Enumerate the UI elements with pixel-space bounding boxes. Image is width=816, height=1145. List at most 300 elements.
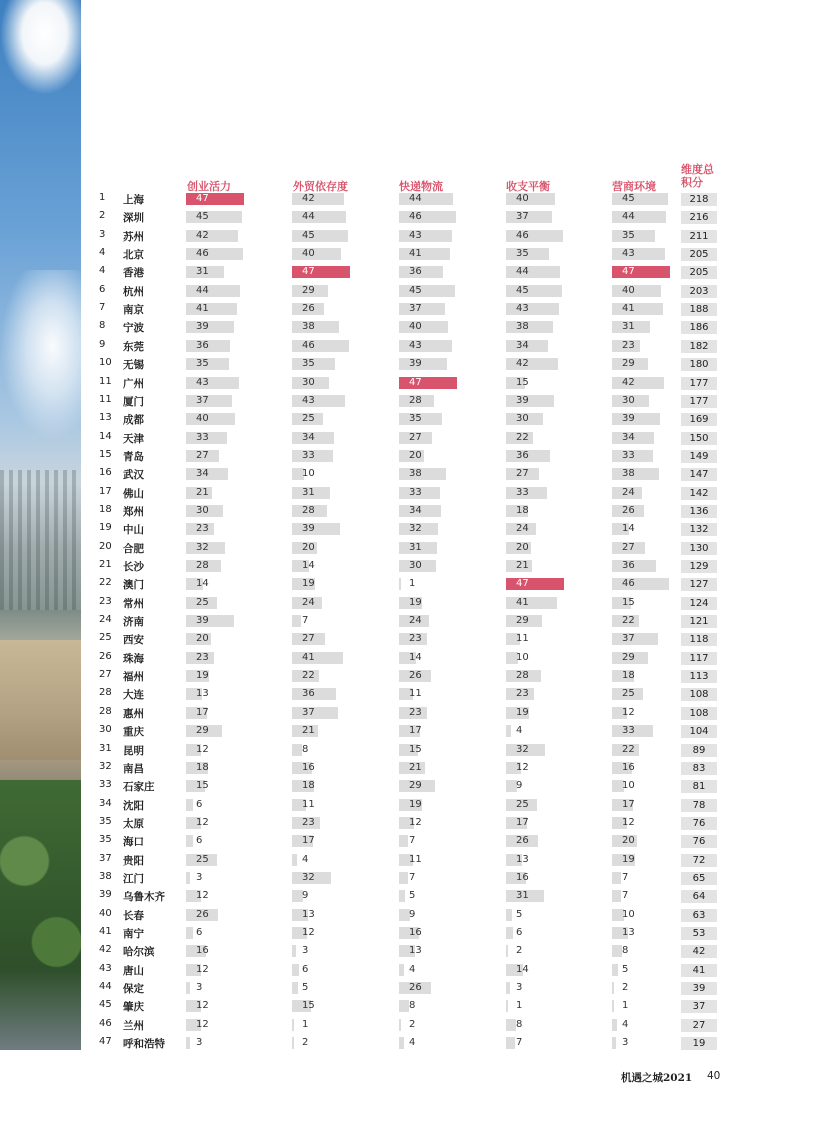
rank-label: 1 [99, 192, 106, 203]
total-score-label: 65 [692, 872, 706, 884]
rank-label: 19 [99, 522, 112, 534]
city-name: 无锡 [123, 359, 144, 372]
score-label: 44 [409, 193, 422, 204]
score-label: 34 [302, 431, 315, 443]
total-score-label: 37 [692, 1001, 706, 1013]
score-label: 34 [622, 431, 635, 443]
rank-label: 22 [99, 577, 112, 589]
score-label: 41 [622, 303, 635, 315]
score-bar [186, 982, 190, 994]
rank-label: 39 [99, 889, 112, 901]
score-label: 18 [302, 780, 315, 792]
total-score-label: 53 [692, 928, 706, 939]
score-label: 40 [409, 321, 422, 333]
city-name: 西安 [123, 634, 144, 647]
table-row [0, 704, 816, 722]
score-label: 23 [409, 633, 422, 645]
score-label: 5 [516, 908, 523, 920]
score-label: 18 [516, 504, 529, 516]
total-score-label: 216 [689, 212, 709, 224]
score-bar [506, 285, 562, 297]
total-score-label: 205 [689, 249, 709, 261]
city-name: 太原 [123, 817, 144, 830]
score-label: 9 [409, 908, 416, 920]
score-label: 11 [409, 853, 422, 865]
score-bar [612, 1019, 617, 1031]
score-label: 1 [622, 1000, 629, 1012]
score-label: 5 [622, 963, 629, 975]
city-name: 长春 [123, 909, 144, 922]
score-label: 33 [302, 449, 315, 461]
total-score-label: 104 [689, 726, 709, 738]
score-label: 24 [516, 523, 529, 535]
score-bar [399, 248, 450, 260]
score-label: 16 [302, 761, 315, 773]
rank-label: 35 [99, 815, 112, 827]
score-label: 42 [196, 229, 209, 241]
total-score-label: 76 [692, 836, 706, 848]
score-label: 43 [196, 376, 209, 388]
score-bar [186, 377, 239, 389]
score-label: 5 [302, 982, 309, 994]
score-label: 44 [516, 266, 529, 278]
score-label: 23 [622, 339, 635, 351]
score-label: 47 [622, 266, 635, 278]
score-label: 21 [302, 725, 315, 737]
score-label: 27 [516, 468, 529, 480]
score-bar [506, 982, 510, 994]
total-score-label: 108 [689, 689, 709, 701]
score-label: 13 [622, 927, 635, 938]
score-label: 25 [196, 853, 209, 865]
score-label: 26 [302, 303, 315, 315]
score-label: 21 [516, 560, 529, 571]
score-label: 23 [409, 706, 422, 718]
score-bar [612, 890, 621, 902]
score-label: 20 [302, 541, 315, 553]
score-label: 26 [196, 908, 209, 920]
city-name: 宁波 [123, 322, 144, 335]
score-bar [399, 193, 453, 205]
city-name: 贵阳 [123, 854, 144, 867]
city-name: 石家庄 [123, 781, 155, 794]
score-bar [292, 266, 350, 278]
score-label: 13 [302, 908, 315, 920]
score-bar [399, 468, 446, 480]
table-row [0, 300, 816, 318]
total-score-label: 203 [689, 285, 709, 297]
score-label: 44 [196, 284, 209, 296]
score-label: 31 [516, 890, 529, 902]
score-label: 7 [409, 871, 416, 883]
table-row [0, 1034, 816, 1052]
table-row [0, 227, 816, 245]
city-name: 福州 [123, 671, 144, 684]
score-label: 2 [622, 982, 629, 994]
score-label: 26 [409, 982, 422, 994]
score-label: 30 [302, 376, 315, 388]
city-name: 惠州 [123, 707, 144, 720]
score-bar [186, 211, 242, 223]
score-label: 45 [622, 193, 635, 204]
city-name: 青岛 [123, 450, 144, 463]
city-name: 南昌 [123, 762, 144, 775]
score-bar [292, 707, 338, 719]
score-label: 15 [409, 743, 422, 755]
total-score-label: 149 [689, 450, 709, 462]
city-name: 长沙 [123, 561, 144, 573]
rank-label: 8 [99, 320, 106, 332]
total-score-label: 136 [689, 505, 709, 517]
table-row [0, 722, 816, 740]
rank-label: 21 [99, 559, 112, 570]
score-label: 14 [622, 523, 635, 535]
city-name: 武汉 [123, 469, 144, 482]
table-row [0, 814, 816, 832]
score-bar [506, 725, 511, 737]
city-name: 上海 [123, 194, 144, 206]
score-bar [612, 1037, 616, 1049]
score-label: 31 [409, 541, 422, 553]
total-score-label: 27 [692, 1019, 706, 1031]
score-label: 37 [516, 211, 529, 223]
score-bar [506, 1000, 508, 1012]
score-label: 41 [516, 596, 529, 608]
score-label: 37 [196, 394, 209, 406]
score-label: 20 [622, 835, 635, 847]
city-name: 佛山 [123, 487, 144, 500]
table-row [0, 942, 816, 960]
score-label: 7 [622, 890, 629, 902]
score-bar [506, 1019, 516, 1031]
score-label: 20 [516, 541, 529, 553]
score-bar [186, 872, 190, 884]
city-name: 昆明 [123, 744, 144, 757]
score-label: 29 [516, 615, 529, 627]
score-label: 30 [622, 394, 635, 406]
rank-label: 20 [99, 540, 112, 552]
score-label: 15 [196, 780, 209, 792]
score-label: 17 [516, 816, 529, 828]
rank-label: 7 [99, 302, 106, 314]
column-header-3: 快递物流 [399, 180, 443, 193]
total-score-label: 182 [689, 340, 709, 352]
score-label: 27 [409, 431, 422, 443]
total-score-label: 81 [692, 781, 706, 793]
score-label: 2 [302, 1037, 309, 1049]
score-label: 12 [622, 816, 635, 828]
score-bar [186, 321, 234, 333]
total-score-label: 124 [689, 597, 709, 609]
city-name: 东莞 [123, 340, 144, 353]
score-label: 9 [516, 780, 523, 792]
score-label: 19 [196, 670, 209, 682]
table-row [0, 484, 816, 502]
score-label: 22 [622, 615, 635, 627]
score-label: 12 [516, 761, 529, 773]
rank-label: 14 [99, 430, 112, 442]
score-label: 33 [516, 486, 529, 498]
score-label: 15 [622, 596, 635, 608]
score-label: 31 [196, 266, 209, 278]
table-row [0, 337, 816, 355]
score-bar [506, 1037, 515, 1049]
score-label: 43 [409, 339, 422, 351]
score-label: 43 [622, 248, 635, 260]
table-row [0, 190, 816, 208]
total-score-label: 76 [692, 817, 706, 829]
score-label: 7 [409, 835, 416, 847]
score-label: 22 [622, 743, 635, 755]
total-score-label: 118 [689, 634, 709, 646]
score-label: 7 [302, 615, 309, 627]
total-score-label: 64 [692, 891, 706, 903]
score-label: 12 [409, 816, 422, 828]
score-bar [506, 230, 563, 242]
rank-label: 6 [99, 283, 106, 295]
score-bar [399, 578, 401, 590]
score-label: 3 [196, 1037, 203, 1049]
score-bar [186, 193, 244, 205]
score-bar [292, 744, 302, 756]
score-bar [292, 230, 348, 242]
score-label: 12 [196, 890, 209, 902]
table-row [0, 685, 816, 703]
score-label: 13 [409, 945, 422, 957]
table-row [0, 667, 816, 685]
score-label: 14 [302, 560, 315, 571]
score-label: 32 [196, 541, 209, 553]
rank-label: 37 [99, 852, 112, 864]
rank-label: 35 [99, 834, 112, 846]
score-label: 32 [516, 743, 529, 755]
city-name: 郑州 [123, 505, 144, 518]
column-header-total: 维度总积分 [681, 163, 714, 189]
table-row [0, 851, 816, 869]
city-name: 天津 [123, 432, 144, 445]
score-label: 41 [196, 303, 209, 315]
total-score-label: 188 [689, 304, 709, 316]
rank-label: 30 [99, 724, 112, 736]
column-header-2: 外贸依存度 [293, 180, 348, 193]
rank-label: 28 [99, 687, 112, 699]
score-bar [612, 193, 668, 205]
city-name: 常州 [123, 597, 144, 610]
score-bar [506, 597, 557, 609]
score-label: 24 [409, 615, 422, 627]
table-row [0, 924, 816, 942]
score-label: 20 [409, 449, 422, 461]
score-label: 40 [516, 193, 529, 204]
rank-label: 46 [99, 1017, 112, 1029]
score-label: 5 [409, 890, 416, 902]
city-name: 合肥 [123, 542, 144, 555]
score-label: 3 [196, 982, 203, 994]
rank-label: 23 [99, 595, 112, 607]
score-bar [292, 1019, 294, 1031]
score-label: 9 [302, 890, 309, 902]
score-bar [292, 652, 343, 664]
score-label: 12 [622, 706, 635, 718]
score-label: 2 [409, 1018, 416, 1030]
score-label: 26 [622, 504, 635, 516]
score-label: 17 [302, 835, 315, 847]
score-label: 7 [622, 871, 629, 883]
score-label: 23 [302, 816, 315, 828]
score-label: 43 [516, 303, 529, 315]
score-bar [292, 982, 298, 994]
score-label: 17 [622, 798, 635, 810]
score-label: 23 [516, 688, 529, 700]
rank-label: 11 [99, 375, 112, 387]
score-label: 19 [516, 706, 529, 718]
rank-label: 11 [99, 393, 112, 405]
score-bar [399, 230, 452, 242]
score-bar [506, 193, 555, 205]
score-label: 39 [409, 358, 422, 370]
score-label: 33 [622, 725, 635, 737]
table-row [0, 759, 816, 777]
score-label: 6 [196, 835, 203, 847]
total-score-label: 177 [689, 377, 709, 389]
score-bar [292, 945, 296, 957]
table-row [0, 961, 816, 979]
table-row [0, 796, 816, 814]
score-label: 36 [622, 560, 635, 571]
score-label: 37 [302, 706, 315, 718]
score-label: 11 [516, 633, 529, 645]
table-row [0, 410, 816, 428]
score-bar [186, 230, 238, 242]
score-bar [292, 211, 346, 223]
score-label: 16 [409, 927, 422, 938]
score-label: 13 [516, 853, 529, 865]
score-label: 19 [622, 853, 635, 865]
score-label: 38 [516, 321, 529, 333]
score-bar [506, 945, 508, 957]
score-label: 7 [516, 1037, 523, 1049]
score-label: 29 [622, 358, 635, 370]
score-label: 10 [622, 908, 635, 920]
score-label: 18 [622, 670, 635, 682]
score-label: 1 [409, 578, 416, 590]
score-label: 33 [622, 449, 635, 461]
score-label: 38 [409, 468, 422, 480]
score-bar [612, 303, 663, 315]
score-label: 28 [516, 670, 529, 682]
score-label: 46 [196, 248, 209, 260]
city-name: 呼和浩特 [123, 1038, 165, 1051]
score-bar [612, 633, 658, 645]
score-label: 13 [196, 688, 209, 700]
score-bar [612, 982, 614, 994]
score-label: 33 [196, 431, 209, 443]
score-bar [399, 340, 452, 352]
total-score-label: 169 [689, 414, 709, 426]
score-label: 19 [302, 578, 315, 590]
total-score-label: 205 [689, 267, 709, 279]
score-bar [506, 395, 554, 407]
rank-label: 43 [99, 962, 112, 974]
score-label: 12 [196, 1000, 209, 1012]
city-name: 保定 [123, 983, 144, 996]
table-row [0, 245, 816, 263]
score-label: 20 [196, 633, 209, 645]
total-score-label: 72 [692, 854, 706, 866]
score-label: 35 [409, 413, 422, 425]
score-label: 41 [409, 248, 422, 260]
score-label: 27 [622, 541, 635, 553]
rank-label: 38 [99, 870, 112, 882]
score-label: 42 [622, 376, 635, 388]
score-bar [292, 321, 339, 333]
score-label: 15 [302, 1000, 315, 1012]
score-bar [612, 964, 618, 976]
score-bar [399, 358, 447, 370]
table-row [0, 869, 816, 887]
score-label: 22 [516, 431, 529, 443]
score-label: 12 [196, 1018, 209, 1030]
total-score-label: 127 [689, 579, 709, 591]
score-bar [612, 266, 670, 278]
score-label: 10 [302, 468, 315, 480]
score-bar [506, 266, 560, 278]
city-name: 肇庆 [123, 1001, 144, 1014]
rank-label: 33 [99, 779, 112, 791]
city-name: 广州 [123, 377, 144, 390]
score-label: 21 [196, 486, 209, 498]
score-label: 43 [302, 394, 315, 406]
score-bar [186, 303, 237, 315]
score-label: 36 [196, 339, 209, 351]
city-name: 北京 [123, 249, 144, 262]
score-label: 8 [409, 1000, 416, 1012]
total-score-label: 180 [689, 359, 709, 371]
score-label: 4 [516, 725, 523, 737]
score-label: 10 [622, 780, 635, 792]
score-label: 16 [196, 945, 209, 957]
column-header-4: 收支平衡 [506, 180, 550, 193]
score-label: 25 [302, 413, 315, 425]
score-label: 12 [196, 816, 209, 828]
score-label: 22 [302, 670, 315, 682]
table-row [0, 263, 816, 281]
score-label: 32 [302, 871, 315, 883]
total-score-label: 78 [692, 799, 706, 811]
score-bar [186, 927, 193, 939]
score-bar [506, 303, 559, 315]
score-label: 19 [409, 798, 422, 810]
score-label: 15 [516, 376, 529, 388]
city-name: 澳门 [123, 579, 144, 592]
rank-label: 2 [99, 210, 106, 222]
score-label: 38 [302, 321, 315, 333]
score-bar [292, 964, 299, 976]
score-label: 40 [622, 284, 635, 296]
score-bar [612, 578, 669, 590]
rank-label: 42 [99, 944, 112, 956]
score-bar [292, 854, 297, 866]
rank-label: 27 [99, 669, 112, 681]
table-row [0, 429, 816, 447]
table-row [0, 539, 816, 557]
city-name: 苏州 [123, 230, 144, 243]
score-label: 45 [196, 211, 209, 223]
score-label: 3 [302, 945, 309, 957]
rank-label: 47 [99, 1036, 112, 1048]
page-number: 40 [707, 1070, 721, 1082]
total-score-label: 121 [689, 616, 709, 628]
